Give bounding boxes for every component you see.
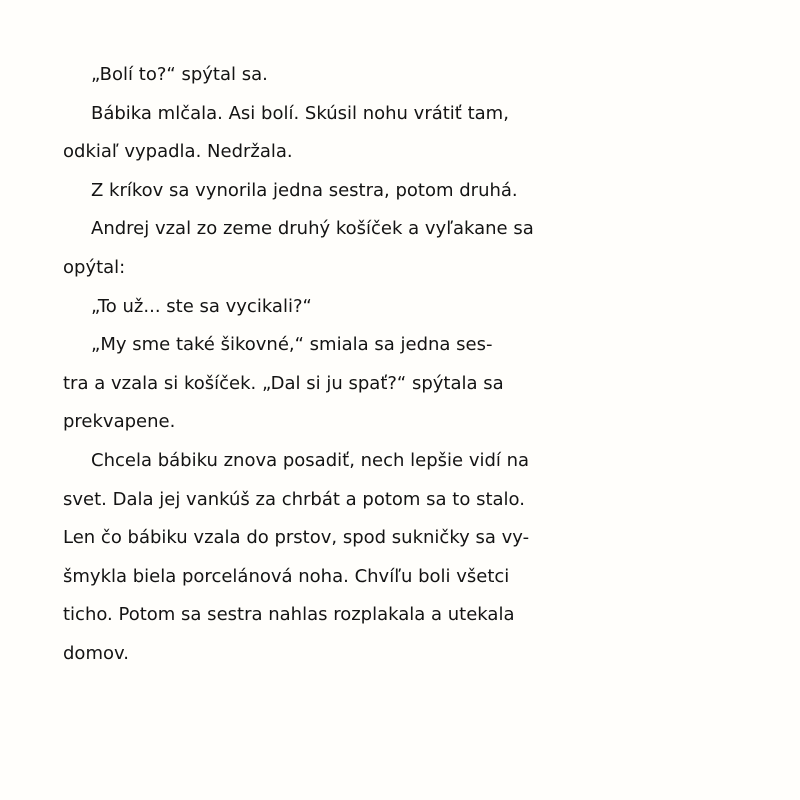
body-text xyxy=(63,56,763,674)
text-line: „Bolí to?“ spýtal sa. xyxy=(91,64,268,85)
text-line: ticho. Potom sa sestra nahlas rozplakala a utekala xyxy=(63,604,515,626)
text-line: Len čo bábiku vzala do prstov, spod sukničky sa vy- xyxy=(63,527,530,549)
text-line: tra a vzala si košíček. „Dal si ju spať?“ spýtala sa xyxy=(63,372,504,394)
text-line: Bábika mlčala. Asi bolí. Skúsil nohu vrátiť tam, xyxy=(91,102,509,124)
text-line: svet. Dala jej vankúš za chrbát a potom sa to stalo. xyxy=(63,488,525,510)
text-line: opýtal: xyxy=(63,256,126,278)
text-line: Andrej vzal zo zeme druhý košíček a vyľakane sa xyxy=(91,218,534,240)
text-line: prekvapene. xyxy=(63,411,176,433)
text-line: domov. xyxy=(63,642,129,664)
text-line: „To už... ste sa vycikali?“ xyxy=(91,295,312,317)
text-line: šmykla biela porcelánová noha. Chvíľu boli všetci xyxy=(63,565,510,587)
text-line: „My sme také šikovné,“ smiala sa jedna ses- xyxy=(91,334,493,356)
text-line: Chcela bábiku znova posadiť, nech lepšie vidí na xyxy=(91,449,530,471)
text-line: odkiaľ vypadla. Nedržala. xyxy=(63,141,293,163)
text-line: Z kríkov sa vynorila jedna sestra, potom druhá. xyxy=(91,179,518,201)
